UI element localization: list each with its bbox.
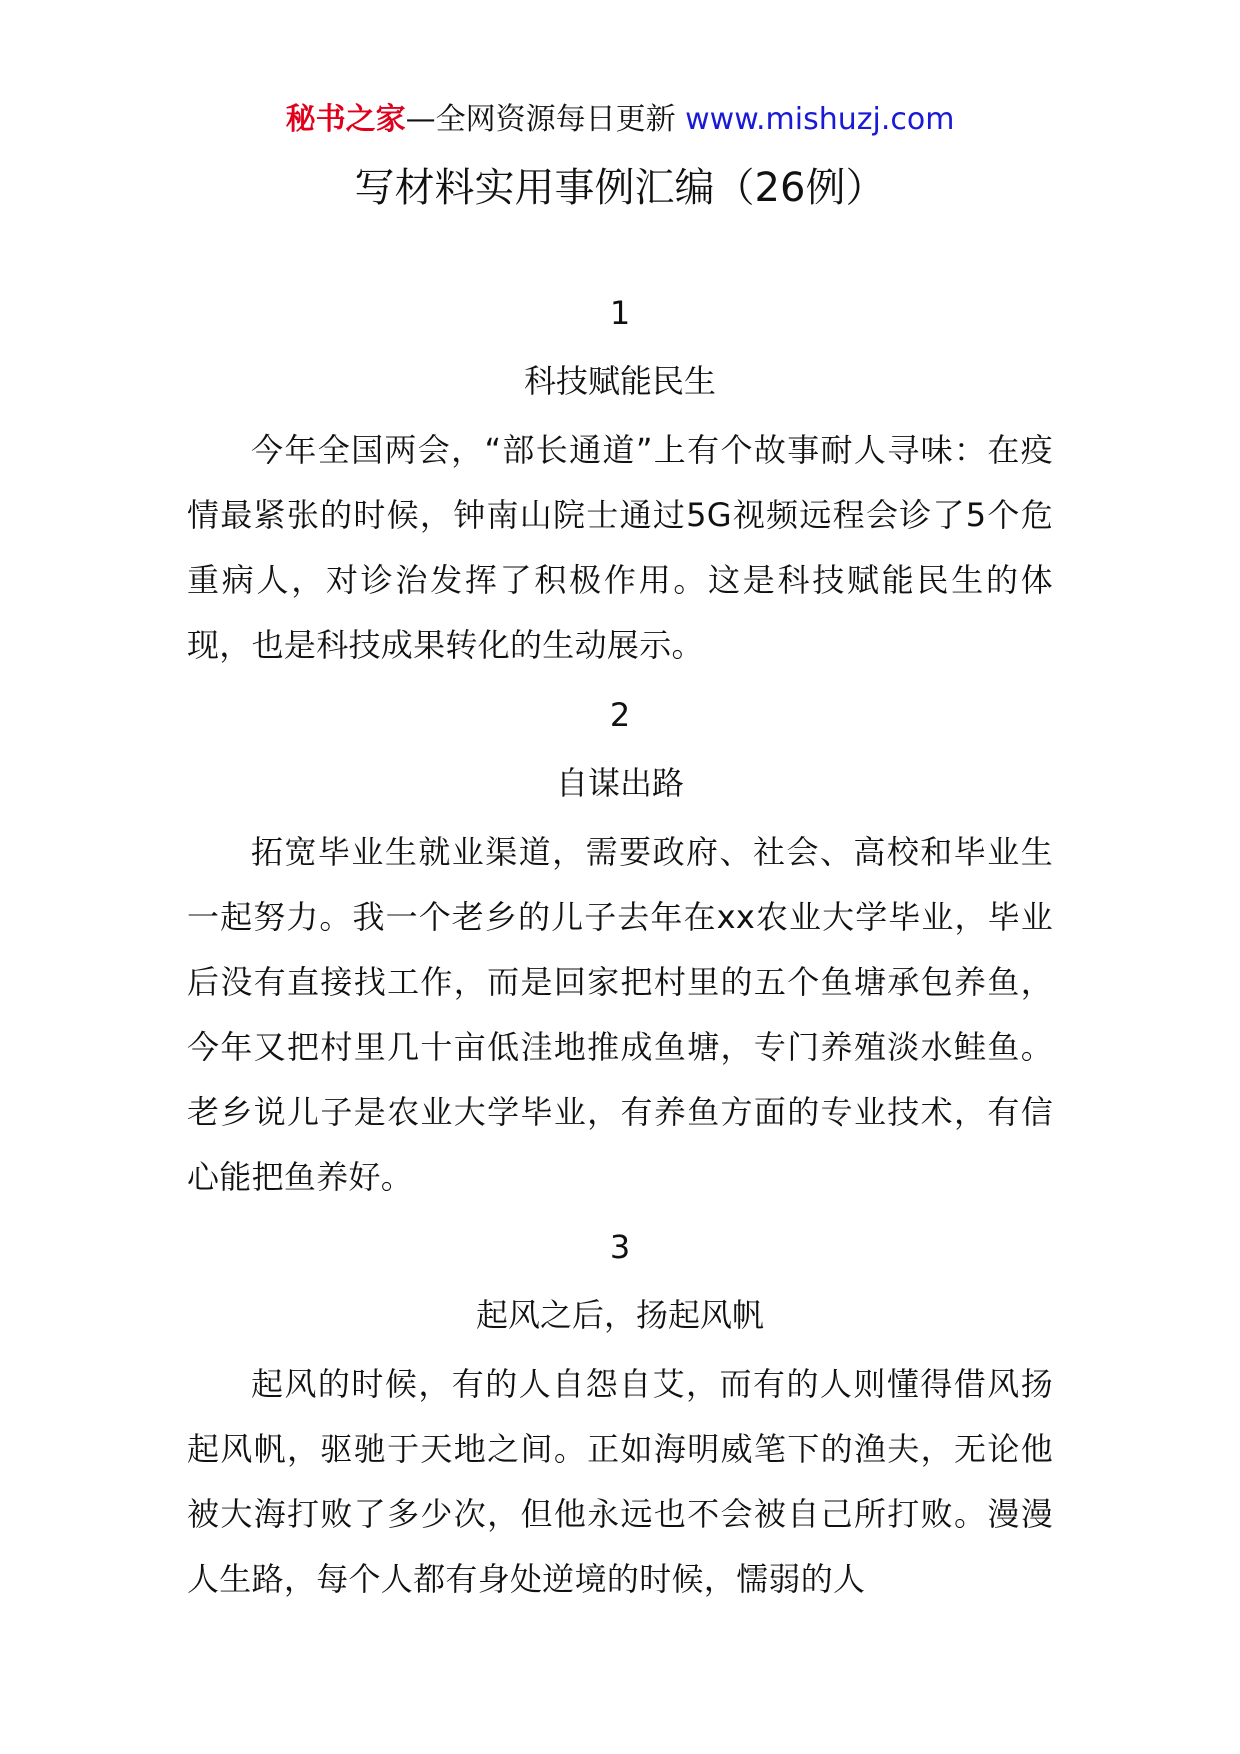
case-title: 自谋出路 — [555, 764, 684, 802]
case-paragraph: 拓宽毕业生就业渠道，需要政府、社会、高校和毕业生一起努力。我一个老乡的儿子去年在xx农业大学毕业，毕业后没有直接找工作，而是回家把村里的五个鱼塘承包养鱼，今年又把村里几十亩低洼地推成鱼塘，专门养殖淡水鲑鱼。老乡说儿子是农业大学毕业，有养鱼方面的专业技术，有信心能把鱼养好。 — [187, 833, 1053, 1196]
case-number: 2 — [609, 696, 631, 734]
case-number: 1 — [609, 294, 631, 332]
site-brand: 秘书之家 — [285, 102, 406, 137]
document-title: 写材料实用事例汇编（26例） — [354, 165, 886, 211]
site-header — [0, 98, 1240, 142]
case-paragraph: 今年全国两会，“部长通道”上有个故事耐人寻味：在疫情最紧张的时候，钟南山院士通过5G视频远程会诊了5个危重病人，对诊治发挥了积极作用。这是科技赋能民生的体现，也是科技成果转化的生动展示。 — [187, 431, 1053, 664]
case-title: 起风之后，扬起风帆 — [475, 1296, 764, 1334]
case-paragraph: 起风的时候，有的人自怨自艾，而有的人则懂得借风扬起风帆，驱驰于天地之间。正如海明威笔下的渔夫，无论他被大海打败了多少次，但他永远也不会被自己所打败。漫漫人生路，每个人都有身处逆境的时候，懦弱的人 — [187, 1365, 1053, 1598]
site-url-link[interactable]: www.mishuzj.com — [685, 102, 955, 137]
case-section — [187, 292, 1053, 678]
case-section — [187, 694, 1053, 1210]
case-section — [187, 1226, 1053, 1612]
case-number: 3 — [609, 1228, 631, 1266]
site-tagline: —全网资源每日更新 — [405, 102, 686, 137]
case-title: 科技赋能民生 — [523, 362, 716, 400]
document-body — [187, 292, 1053, 1628]
